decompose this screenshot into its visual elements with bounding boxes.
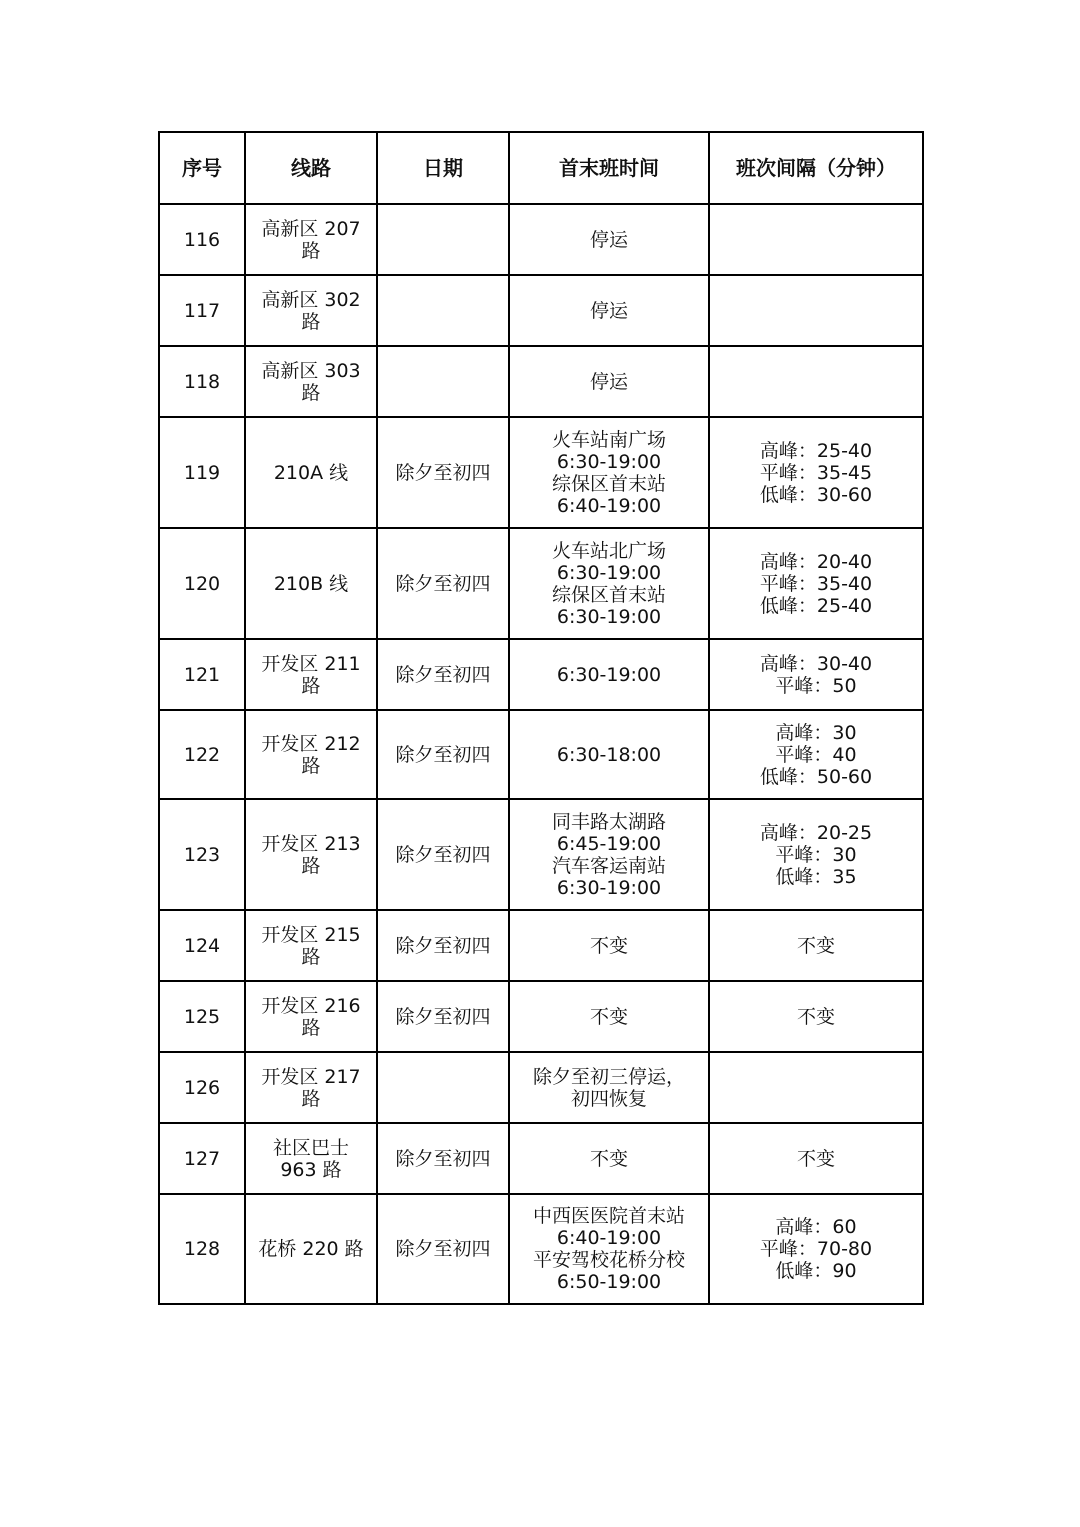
cell-no: 120 (159, 528, 245, 639)
cell-no: 128 (159, 1194, 245, 1304)
cell-interval: 不变 (709, 910, 923, 981)
cell-no: 118 (159, 346, 245, 417)
cell-interval: 高峰：30-40 平峰：50 (709, 639, 923, 710)
table-row (159, 204, 923, 275)
cell-time: 停运 (509, 275, 709, 346)
schedule-table (158, 131, 924, 1305)
table-row (159, 639, 923, 710)
cell-date: 除夕至初四 (377, 981, 509, 1052)
cell-route: 花桥 220 路 (245, 1194, 377, 1304)
table-row (159, 417, 923, 528)
cell-time: 同丰路太湖路 6:45-19:00 汽车客运南站 6:30-19:00 (509, 799, 709, 910)
cell-route: 开发区 211 路 (245, 639, 377, 710)
cell-date: 除夕至初四 (377, 528, 509, 639)
table-row (159, 1194, 923, 1304)
cell-interval (709, 204, 923, 275)
cell-interval: 高峰：25-40 平峰：35-45 低峰：30-60 (709, 417, 923, 528)
cell-time: 火车站北广场 6:30-19:00 综保区首末站 6:30-19:00 (509, 528, 709, 639)
cell-interval: 高峰：20-40 平峰：35-40 低峰：25-40 (709, 528, 923, 639)
header-time: 首末班时间 (509, 132, 709, 204)
cell-time: 不变 (509, 981, 709, 1052)
cell-time: 火车站南广场 6:30-19:00 综保区首末站 6:40-19:00 (509, 417, 709, 528)
header-route: 线路 (245, 132, 377, 204)
cell-route: 社区巴士 963 路 (245, 1123, 377, 1194)
cell-time: 除夕至初三停运， 初四恢复 (509, 1052, 709, 1123)
cell-route: 高新区 303 路 (245, 346, 377, 417)
cell-time: 6:30-18:00 (509, 710, 709, 799)
cell-interval (709, 1052, 923, 1123)
header-date: 日期 (377, 132, 509, 204)
cell-interval: 高峰：20-25 平峰：30 低峰：35 (709, 799, 923, 910)
cell-interval: 高峰：60 平峰：70-80 低峰：90 (709, 1194, 923, 1304)
cell-date: 除夕至初四 (377, 799, 509, 910)
table-row (159, 1123, 923, 1194)
header-no: 序号 (159, 132, 245, 204)
cell-interval (709, 346, 923, 417)
cell-date (377, 204, 509, 275)
cell-time: 停运 (509, 346, 709, 417)
header-row (159, 132, 923, 204)
cell-date (377, 346, 509, 417)
cell-route: 高新区 207 路 (245, 204, 377, 275)
cell-date: 除夕至初四 (377, 710, 509, 799)
cell-no: 121 (159, 639, 245, 710)
cell-route: 开发区 213 路 (245, 799, 377, 910)
header-interval: 班次间隔（分钟） (709, 132, 923, 204)
cell-route: 高新区 302 路 (245, 275, 377, 346)
cell-no: 126 (159, 1052, 245, 1123)
table-row (159, 346, 923, 417)
cell-route: 开发区 212 路 (245, 710, 377, 799)
cell-no: 124 (159, 910, 245, 981)
cell-date: 除夕至初四 (377, 639, 509, 710)
cell-no: 116 (159, 204, 245, 275)
cell-time: 不变 (509, 1123, 709, 1194)
cell-time: 不变 (509, 910, 709, 981)
cell-interval: 高峰：30 平峰：40 低峰：50-60 (709, 710, 923, 799)
cell-no: 127 (159, 1123, 245, 1194)
table-row (159, 981, 923, 1052)
table-row (159, 528, 923, 639)
cell-date: 除夕至初四 (377, 1123, 509, 1194)
cell-no: 123 (159, 799, 245, 910)
cell-interval: 不变 (709, 981, 923, 1052)
cell-route: 开发区 217 路 (245, 1052, 377, 1123)
cell-date: 除夕至初四 (377, 910, 509, 981)
cell-time: 中西医医院首末站 6:40-19:00 平安驾校花桥分校 6:50-19:00 (509, 1194, 709, 1304)
table-row (159, 710, 923, 799)
cell-date: 除夕至初四 (377, 417, 509, 528)
cell-route: 210A 线 (245, 417, 377, 528)
table-row (159, 910, 923, 981)
cell-time: 停运 (509, 204, 709, 275)
cell-no: 125 (159, 981, 245, 1052)
cell-no: 122 (159, 710, 245, 799)
cell-route: 开发区 216 路 (245, 981, 377, 1052)
cell-route: 210B 线 (245, 528, 377, 639)
cell-date (377, 275, 509, 346)
cell-no: 119 (159, 417, 245, 528)
cell-interval: 不变 (709, 1123, 923, 1194)
cell-no: 117 (159, 275, 245, 346)
cell-route: 开发区 215 路 (245, 910, 377, 981)
cell-date (377, 1052, 509, 1123)
cell-date: 除夕至初四 (377, 1194, 509, 1304)
cell-interval (709, 275, 923, 346)
cell-time: 6:30-19:00 (509, 639, 709, 710)
table-row (159, 275, 923, 346)
table-row (159, 1052, 923, 1123)
table-row (159, 799, 923, 910)
